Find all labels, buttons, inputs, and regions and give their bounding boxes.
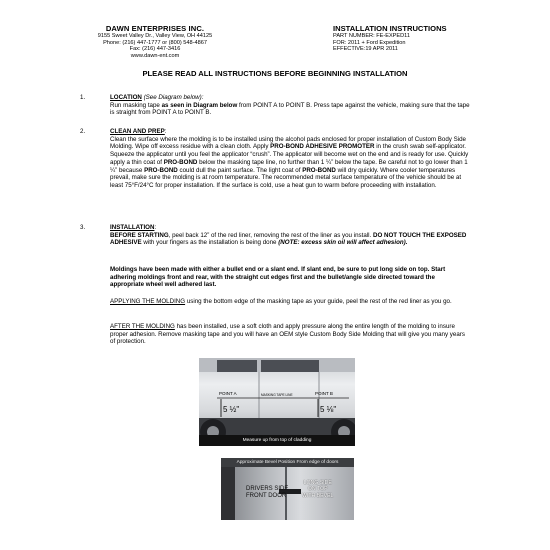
- section-number: 1.: [80, 94, 86, 101]
- vehicle-fitment: FOR: 2011 + Ford Expedition: [333, 39, 406, 46]
- section-text: from POINT A to POINT B. Press tape against the vehicle, making sure that the tape is straight from POINT A to POINT B.: [110, 101, 470, 117]
- point-b-label: POINT B: [315, 391, 333, 396]
- front-window: [261, 360, 319, 372]
- section-number: 3.: [80, 224, 86, 231]
- company-phone: Phone: (216) 447-1777 or (800) 548-4867: [103, 39, 207, 46]
- section-text: in the crush swab self-applicator. Squeeze the applicator until you feel the applicator “crush”. The applicator will become wet on the end and is ready for use. Quickly apply a thin coat of: [110, 143, 469, 166]
- section-note: (NOTE: excess skin oil will affect adhesion).: [278, 239, 408, 247]
- after-text: has been installed, use a soft cloth and apply pressure along the entire length of the molding to insure proper adhesion. Remove masking tape and you will have an OEM style Custom Body Side Molding that will give you many years of protection.: [110, 323, 465, 346]
- tape-line-label: MASKING TAPE LINE: [261, 393, 293, 397]
- section-text: , peel back 12” of the red liner, removing the rest of the liner as you install.: [168, 231, 372, 239]
- section-emphasis: BEFORE STARTING: [110, 231, 169, 239]
- left-line: FRONT DOOR: [246, 493, 287, 499]
- section-body: CLEAN AND PREP: Clean the surface where the molding is to be installed using the alcohol pads enclosed for proper installation of Custom Body Side Molding. Wipe off excess residue with a clean cloth. Apply PRO-BOND ADHESIVE PROMOTER in the crush swab self-applicator. Squeeze the applicator until you feel the applicator “crush”. The applicator will become wet on the end and is ready for use. Quickly apply a thin coat of PRO-BOND below the masking tape line, no further than 1 ¼” below the tape. Be careful not to go lower than 1 ¼” because PRO-BOND could dull the paint surface. The light coat of PRO-BOND will dry quickly. Where cooler temperatures prevail, make sure the molding is at room temperature. The recommended metal surface temperature of the vehicle should be at least 75°F/24°C for proper installation. If the surface is cold, use a heat gun to warm before proceeding with installation.: [110, 128, 469, 189]
- bullet-end-text: Moldings have been made with either a bullet end or a slant end. If slant end, be sure to put long side on top. Start adhering moldings front and rear, with the straight cut edges first and the bullet/angle side directed toward the appropriate wheel well adhered last.: [110, 266, 446, 289]
- section-emphasis: PRO-BOND ADHESIVE PROMOTER: [270, 143, 375, 151]
- section-emphasis: PRO-BOND: [163, 158, 198, 166]
- section-text: below the masking tape line, no further than 1 ¼” below the tape. Be careful not to go lower than 1 ¼” because: [110, 158, 468, 174]
- measure-b-label: 5 ⅛": [320, 405, 337, 414]
- section-body: INSTALLATION: BEFORE STARTING, peel back 12” of the red liner, removing the rest of the liner as you install. DO NOT TOUCH THE EXPOSED ADHESIVE with your fingers as the installation is being done (NOTE: excess skin oil will affect adhesion).: [110, 224, 467, 247]
- section-emphasis: as seen in Diagram below: [161, 101, 238, 109]
- vehicle-illustration: [199, 358, 355, 446]
- part-number: PART NUMBER: FE-EXPED11: [333, 33, 410, 39]
- section-number: 2.: [80, 128, 86, 135]
- right-line: ON TOP: [307, 486, 328, 493]
- section-text: Clean the surface where the molding is to be installed using the alcohol pads enclosed for proper installation of Custom Body Side Molding. Wipe off excess residue with a clean cloth. Apply: [110, 135, 466, 151]
- applying-heading: APPLYING THE MOLDING: [110, 298, 186, 305]
- section-text: Run masking tape: [110, 101, 160, 109]
- door-bevel-photo: [221, 458, 354, 520]
- section-emphasis: PRO-BOND: [144, 166, 178, 174]
- section-title-note: (See Diagram below):: [143, 94, 204, 101]
- door-left-label: [246, 486, 288, 500]
- company-name: DAWN ENTERPRISES INC.: [105, 24, 205, 33]
- applying-text: using the bottom edge of the masking tape as your guide, peel the rest of the red liner as you go.: [186, 298, 452, 305]
- point-a-label: POINT A: [219, 391, 237, 396]
- applying-molding-para: [110, 298, 470, 306]
- bullet-end-note: [110, 266, 470, 289]
- diagram-caption: Measure up from top of cladding: [199, 435, 355, 446]
- section-text: will dry quickly. Where cooler temperatures prevail, make sure the molding is at room temperature. The recommended metal surface temperature of the vehicle should be at least 75°F/24°C for proper installation. If the surface is cold, use a heat gun to warm before proceeding with installation.: [110, 166, 462, 189]
- section-emphasis: DO NOT TOUCH THE EXPOSED ADHESIVE: [110, 231, 467, 247]
- after-heading: AFTER THE MOLDING: [110, 323, 175, 330]
- instruction-info-block: [333, 24, 503, 53]
- section-title: CLEAN AND PREP: [110, 128, 165, 135]
- company-fax: Fax: (216) 447-3416: [129, 46, 181, 53]
- left-line: DRIVERS SIDE: [246, 486, 289, 492]
- instructions-title: INSTALLATION INSTRUCTIONS: [333, 24, 447, 33]
- after-molding-para: [110, 323, 470, 346]
- rear-window: [217, 360, 257, 372]
- right-line: LONG SIDE: [303, 480, 332, 486]
- section-text: could dull the paint surface. The light coat of: [179, 166, 301, 174]
- door-right-label: [302, 480, 333, 499]
- section-title: INSTALLATION: [110, 224, 155, 231]
- door-photo-caption: Approximate Bevel Position From edge of doors: [221, 458, 354, 467]
- door-gap-shadow: [221, 467, 235, 520]
- section-text: with your fingers as the installation is being done: [143, 239, 277, 247]
- effective-date: EFFECTIVE:19 APR 2011: [333, 46, 398, 53]
- right-line: WITH BEVEL: [302, 492, 334, 499]
- company-block: [80, 24, 230, 59]
- measure-a-label: 5 ½": [223, 405, 240, 414]
- main-title: PLEASE READ ALL INSTRUCTIONS BEFORE BEGINNING INSTALLATION: [142, 69, 408, 78]
- company-website: www.dawn-ent.com: [130, 52, 180, 59]
- vehicle-diagram-photo: [199, 358, 355, 446]
- section-emphasis: PRO-BOND: [302, 166, 336, 174]
- section-title: LOCATION: [110, 94, 142, 101]
- section-body: [110, 94, 470, 117]
- company-address: 9155 Sweet Valley Dr., Valley View, OH 44125: [97, 33, 213, 39]
